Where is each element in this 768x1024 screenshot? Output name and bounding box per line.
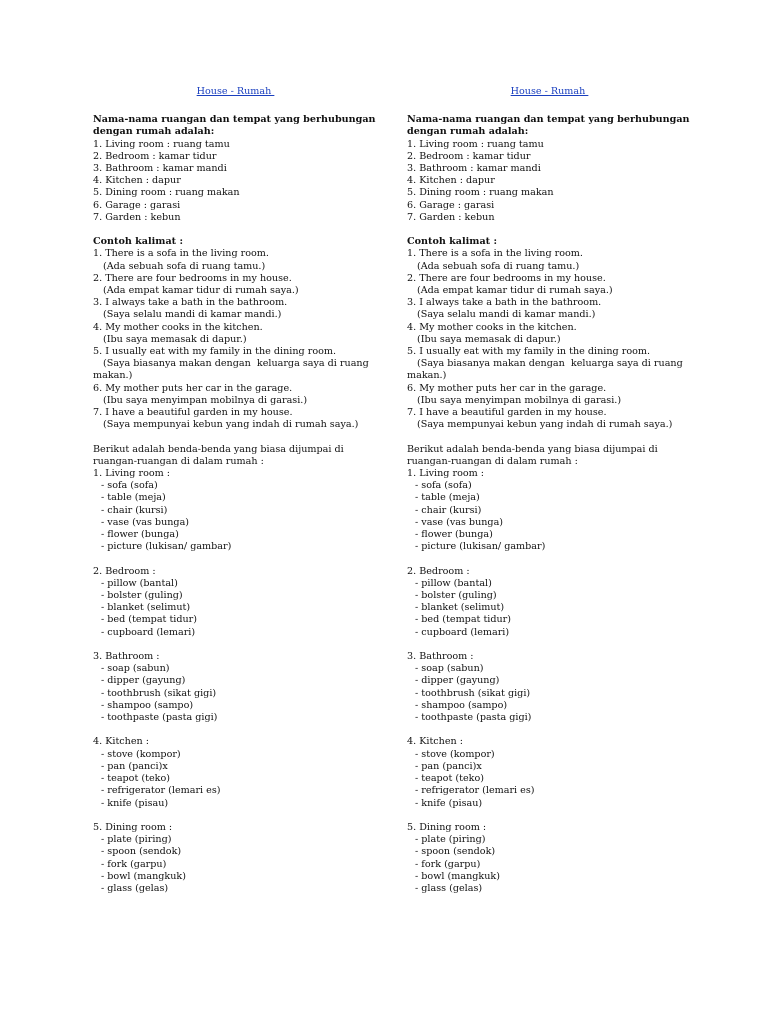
object-item: - blanket (selimut) — [101, 602, 191, 614]
object-item: - flower (bunga) — [415, 529, 493, 541]
room-heading: 3. Bathroom : — [407, 651, 474, 663]
example-translation: (Ada sebuah sofa di ruang tamu.) — [417, 260, 580, 272]
object-item: - pillow (bantal) — [415, 577, 492, 589]
object-item: - toothpaste (pasta gigi) — [101, 712, 218, 724]
object-item: - pan (panci)x — [101, 760, 168, 772]
example-translation: (Ada empat kamar tidur di rumah saya.) — [103, 285, 299, 297]
object-item: - glass (gelas) — [415, 882, 483, 894]
example-translation: (Saya selalu mandi di kamar mandi.) — [103, 309, 282, 321]
room-list-item: 5. Dining room : ruang makan — [93, 187, 240, 199]
example-translation: (Saya mempunyai kebun yang indah di rumah saya.) — [103, 419, 359, 431]
spacer — [407, 553, 692, 565]
intro-line: dengan rumah adalah: — [407, 126, 529, 138]
example-sentence: 6. My mother puts her car in the garage. — [93, 382, 293, 394]
object-item: - teapot (teko) — [101, 773, 170, 785]
object-item: - table (meja) — [101, 492, 166, 504]
object-item: - shampoo (sampo) — [101, 699, 194, 711]
left-column — [93, 86, 378, 895]
spacer — [93, 431, 378, 443]
room-list-item: 3. Bathroom : kamar mandi — [407, 163, 541, 175]
objects-intro-line: ruangan-ruangan di dalam rumah : — [407, 455, 578, 467]
example-translation: (Ibu saya menyimpan mobilnya di garasi.) — [103, 394, 308, 406]
room-heading: 5. Dining room : — [407, 821, 487, 833]
examples-heading: Contoh kalimat : — [407, 236, 497, 248]
spacer — [407, 224, 692, 236]
object-item: - spoon (sendok) — [101, 846, 182, 858]
object-item: - flower (bunga) — [101, 529, 179, 541]
example-translation: (Ibu saya memasak di dapur.) — [103, 333, 247, 345]
room-heading: 3. Bathroom : — [93, 651, 160, 663]
object-item: - bolster (guling) — [101, 590, 183, 602]
object-item: - vase (vas bunga) — [415, 516, 504, 528]
example-sentence: 3. I always take a bath in the bathroom. — [407, 297, 602, 309]
room-list-item: 3. Bathroom : kamar mandi — [93, 163, 227, 175]
example-sentence: 5. I usually eat with my family in the dining room. — [93, 346, 337, 358]
room-heading: 2. Bedroom : — [93, 565, 156, 577]
object-item: - bed (tempat tidur) — [415, 614, 512, 626]
example-translation: (Saya selalu mandi di kamar mandi.) — [417, 309, 596, 321]
object-item: - plate (piring) — [101, 834, 172, 846]
object-item: - bed (tempat tidur) — [101, 614, 198, 626]
object-item: - fork (garpu) — [415, 858, 481, 870]
object-item: - cupboard (lemari) — [101, 626, 196, 638]
example-sentence: 1. There is a sofa in the living room. — [93, 248, 269, 260]
example-translation: makan.) — [407, 370, 447, 382]
object-item: - cupboard (lemari) — [415, 626, 510, 638]
object-item: - bolster (guling) — [415, 590, 497, 602]
room-list-item: 1. Living room : ruang tamu — [93, 138, 230, 150]
spacer — [93, 224, 378, 236]
object-item: - toothpaste (pasta gigi) — [415, 712, 532, 724]
object-item: - knife (pisau) — [101, 797, 169, 809]
intro-line: Nama-nama ruangan dan tempat yang berhubungan — [93, 114, 376, 126]
example-sentence: 6. My mother puts her car in the garage. — [407, 382, 607, 394]
object-item: - pillow (bantal) — [101, 577, 178, 589]
spacer — [407, 639, 692, 651]
objects-intro-line: ruangan-ruangan di dalam rumah : — [93, 455, 264, 467]
object-item: - stove (kompor) — [415, 748, 495, 760]
object-item: - spoon (sendok) — [415, 846, 496, 858]
intro-line: dengan rumah adalah: — [93, 126, 215, 138]
room-heading: 1. Living room : — [407, 468, 485, 480]
object-item: - dipper (gayung) — [101, 675, 186, 687]
object-item: - pan (panci)x — [415, 760, 482, 772]
example-translation: (Ibu saya menyimpan mobilnya di garasi.) — [417, 394, 622, 406]
examples-heading: Contoh kalimat : — [93, 236, 183, 248]
example-sentence: 4. My mother cooks in the kitchen. — [93, 321, 263, 333]
example-translation: (Saya mempunyai kebun yang indah di rumah saya.) — [417, 419, 673, 431]
object-item: - toothbrush (sikat gigi) — [415, 687, 531, 699]
object-item: - chair (kursi) — [415, 504, 482, 516]
room-list-item: 7. Garden : kebun — [93, 211, 181, 223]
object-item: - stove (kompor) — [101, 748, 181, 760]
spacer — [93, 810, 378, 822]
object-item: - refrigerator (lemari es) — [101, 785, 221, 797]
object-item: - refrigerator (lemari es) — [415, 785, 535, 797]
example-sentence: 7. I have a beautiful garden in my house. — [93, 407, 293, 419]
object-item: - table (meja) — [415, 492, 480, 504]
object-item: - fork (garpu) — [101, 858, 167, 870]
spacer — [407, 810, 692, 822]
spacer — [407, 431, 692, 443]
spacer — [407, 724, 692, 736]
room-heading: 4. Kitchen : — [407, 736, 463, 748]
objects-intro-line: Berikut adalah benda-benda yang biasa dijumpai di — [93, 443, 344, 455]
example-translation: (Ada empat kamar tidur di rumah saya.) — [417, 285, 613, 297]
object-item: - sofa (sofa) — [101, 480, 158, 492]
object-item: - sofa (sofa) — [415, 480, 472, 492]
object-item: - picture (lukisan/ gambar) — [101, 541, 232, 553]
page-title-link[interactable]: House - Rumah — [510, 86, 589, 97]
object-item: - soap (sabun) — [415, 663, 484, 675]
example-translation: (Ibu saya memasak di dapur.) — [417, 333, 561, 345]
object-item: - glass (gelas) — [101, 882, 169, 894]
object-item: - bowl (mangkuk) — [415, 870, 500, 882]
example-sentence: 2. There are four bedrooms in my house. — [93, 272, 292, 284]
room-list-item: 4. Kitchen : dapur — [407, 175, 495, 187]
object-item: - toothbrush (sikat gigi) — [101, 687, 217, 699]
object-item: - knife (pisau) — [415, 797, 483, 809]
object-item: - plate (piring) — [415, 834, 486, 846]
example-translation: (Ada sebuah sofa di ruang tamu.) — [103, 260, 266, 272]
room-list-item: 6. Garage : garasi — [407, 199, 495, 211]
room-heading: 2. Bedroom : — [407, 565, 470, 577]
room-heading: 1. Living room : — [93, 468, 171, 480]
object-item: - dipper (gayung) — [415, 675, 500, 687]
object-item: - soap (sabun) — [101, 663, 170, 675]
room-list-item: 5. Dining room : ruang makan — [407, 187, 554, 199]
object-item: - bowl (mangkuk) — [101, 870, 186, 882]
room-list-item: 2. Bedroom : kamar tidur — [93, 150, 217, 162]
object-item: - blanket (selimut) — [415, 602, 505, 614]
object-item: - picture (lukisan/ gambar) — [415, 541, 546, 553]
example-sentence: 7. I have a beautiful garden in my house. — [407, 407, 607, 419]
example-translation: (Saya biasanya makan dengan keluarga saya di ruang — [103, 358, 369, 370]
example-translation: makan.) — [93, 370, 133, 382]
example-sentence: 1. There is a sofa in the living room. — [407, 248, 583, 260]
room-heading: 4. Kitchen : — [93, 736, 149, 748]
spacer — [93, 553, 378, 565]
right-column — [407, 86, 692, 895]
room-list-item: 1. Living room : ruang tamu — [407, 138, 544, 150]
intro-line: Nama-nama ruangan dan tempat yang berhubungan — [407, 114, 690, 126]
example-translation: (Saya biasanya makan dengan keluarga saya di ruang — [417, 358, 683, 370]
object-item: - teapot (teko) — [415, 773, 484, 785]
room-list-item: 4. Kitchen : dapur — [93, 175, 181, 187]
example-sentence: 5. I usually eat with my family in the dining room. — [407, 346, 651, 358]
room-heading: 5. Dining room : — [93, 821, 173, 833]
room-list-item: 2. Bedroom : kamar tidur — [407, 150, 531, 162]
room-list-item: 7. Garden : kebun — [407, 211, 495, 223]
example-sentence: 2. There are four bedrooms in my house. — [407, 272, 606, 284]
object-item: - vase (vas bunga) — [101, 516, 190, 528]
object-item: - chair (kursi) — [101, 504, 168, 516]
example-sentence: 4. My mother cooks in the kitchen. — [407, 321, 577, 333]
spacer — [93, 724, 378, 736]
spacer — [93, 639, 378, 651]
page-title-link[interactable]: House - Rumah — [196, 86, 275, 97]
objects-intro-line: Berikut adalah benda-benda yang biasa dijumpai di — [407, 443, 658, 455]
object-item: - shampoo (sampo) — [415, 699, 508, 711]
room-list-item: 6. Garage : garasi — [93, 199, 181, 211]
example-sentence: 3. I always take a bath in the bathroom. — [93, 297, 288, 309]
